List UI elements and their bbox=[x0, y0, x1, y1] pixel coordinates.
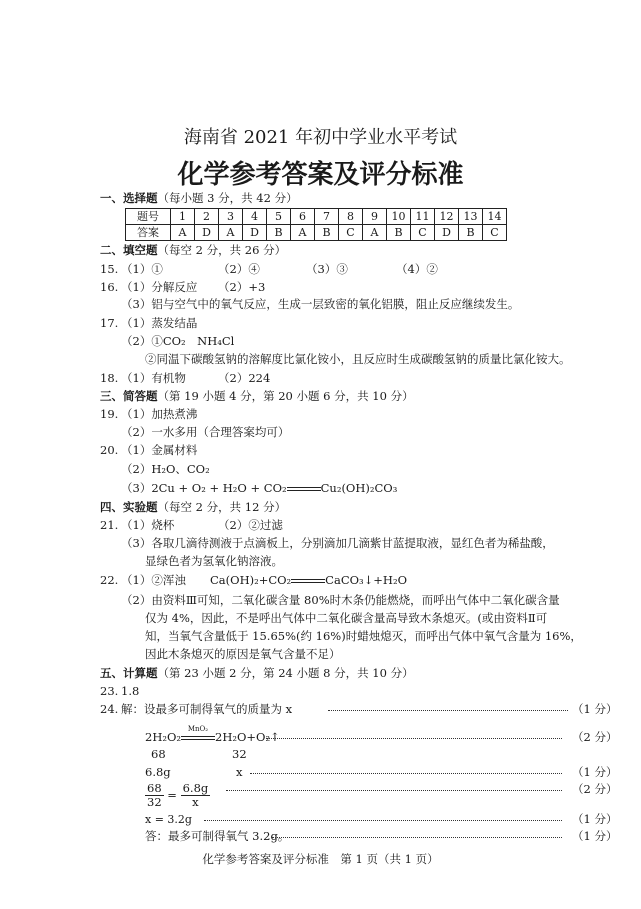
q24-score: （2 分） bbox=[572, 782, 618, 796]
molar-mass-h2o2: 68 bbox=[151, 747, 166, 761]
numerator: 68 bbox=[147, 781, 162, 795]
q16-number: 16. bbox=[100, 280, 119, 294]
q20-number: 20. bbox=[100, 443, 119, 457]
table-cell: A bbox=[291, 225, 315, 241]
equation-right: 2H₂O+O₂↑ bbox=[215, 730, 280, 744]
q15-answer-4: （4）② bbox=[396, 262, 438, 276]
leader-dots bbox=[226, 789, 562, 791]
leader-dots bbox=[204, 819, 562, 821]
table-cell: 13 bbox=[459, 209, 483, 225]
q19-number: 19. bbox=[100, 407, 119, 421]
section-label: 一、选择题 bbox=[100, 191, 158, 205]
q15-number: 15. bbox=[100, 262, 119, 276]
mass-o2: x bbox=[236, 765, 243, 779]
q24-score: （1 分） bbox=[572, 765, 618, 779]
mass-h2o2: 6.8g bbox=[145, 765, 171, 779]
q22-answer-1: （1）②浑浊 bbox=[121, 573, 186, 587]
q20-answer-1: （1）金属材料 bbox=[121, 443, 198, 457]
q24-score: （1 分） bbox=[572, 812, 618, 826]
q21-answer-2: （2）②过滤 bbox=[218, 518, 283, 532]
dotted-leader bbox=[222, 782, 566, 797]
q21-answer-3-line1: （3）各取几滴待测液于点滴板上，分别滴加几滴紫甘蓝提取液，显红色者为稀盐酸， bbox=[121, 536, 554, 550]
table-cell: A bbox=[363, 225, 387, 241]
page-footer: 化学参考答案及评分标准 第 1 页（共 1 页） bbox=[202, 852, 439, 866]
document-title: 化学参考答案及评分标准 bbox=[177, 160, 464, 190]
dotted-leader bbox=[324, 702, 582, 717]
q19-answer-2: （2）一水多用（合理答案均可） bbox=[121, 425, 290, 439]
q22-number: 22. bbox=[100, 573, 119, 587]
table-cell: B bbox=[387, 225, 411, 241]
section-note: （每小题 3 分，共 42 分） bbox=[157, 191, 298, 205]
q16-answer-1: （1）分解反应 bbox=[121, 280, 198, 294]
section-short-answer-heading bbox=[100, 389, 414, 404]
dotted-leader bbox=[262, 730, 566, 745]
q22-answer-2-line1: （2）由资料Ⅲ可知，二氧化碳含量 80%时木条仍能燃烧，而呼出气体中二氧化碳含量 bbox=[121, 593, 560, 607]
q24-score: （1 分） bbox=[572, 702, 618, 716]
q24-setup: 解：设最多可制得氧气的质量为 x bbox=[121, 702, 293, 716]
section-fill-heading bbox=[100, 243, 286, 258]
q17-number: 17. bbox=[100, 316, 119, 330]
table-cell: 1 bbox=[171, 209, 195, 225]
q24-score: （1 分） bbox=[572, 829, 618, 843]
table-cell: D bbox=[435, 225, 459, 241]
q17-answer-1: （1）蒸发结晶 bbox=[121, 316, 198, 330]
equation-right: CaCO₃↓+H₂O bbox=[325, 573, 408, 587]
section-note: （第 19 小题 4 分，第 20 小题 6 分，共 10 分） bbox=[157, 389, 414, 403]
equals-sign-icon bbox=[291, 577, 325, 585]
q22-answer-2-line3: 知，当氧气含量低于 15.65%(约 16%)时蜡烛熄灭，而呼出气体中氧气含量为 16%， bbox=[145, 629, 582, 643]
table-cell: 14 bbox=[483, 209, 507, 225]
table-cell: C bbox=[483, 225, 507, 241]
table-cell: B bbox=[459, 225, 483, 241]
table-cell: C bbox=[339, 225, 363, 241]
section-label: 五、计算题 bbox=[100, 666, 158, 680]
q22-answer-2-line4: 因此木条熄灭的原因是氧气含量不足） bbox=[145, 647, 341, 661]
catalyst-label: MnO₂ bbox=[187, 725, 209, 733]
table-cell: B bbox=[267, 225, 291, 241]
q21-number: 21. bbox=[100, 518, 119, 532]
equals-sign-icon: = bbox=[167, 788, 177, 802]
section-note: （每空 2 分，共 12 分） bbox=[157, 500, 287, 514]
section-label: 二、填空题 bbox=[100, 243, 158, 257]
fraction bbox=[145, 782, 164, 809]
denominator: x bbox=[192, 795, 199, 809]
answer-row bbox=[126, 225, 507, 241]
q17-answer-2: （2）①CO₂ NH₄Cl bbox=[121, 334, 235, 348]
q18-number: 18. bbox=[100, 371, 119, 385]
table-cell: A bbox=[219, 225, 243, 241]
q15-answer-1: （1）① bbox=[121, 262, 163, 276]
q18-answer-2: （2）224 bbox=[218, 371, 271, 385]
leader-dots bbox=[266, 737, 562, 739]
q20-answer-2: （2）H₂O、CO₂ bbox=[121, 462, 210, 476]
table-cell: D bbox=[243, 225, 267, 241]
equals-sign-icon bbox=[181, 725, 215, 742]
section-experiment-heading bbox=[100, 500, 286, 515]
table-cell: D bbox=[195, 225, 219, 241]
leader-dots bbox=[272, 836, 562, 838]
q22-answer-2-line2: 仅为 4%，因此，不是呼出气体中二氧化碳含量高导致木条熄灭。(或由资料Ⅱ可 bbox=[145, 611, 548, 625]
section-choice-heading bbox=[100, 191, 298, 206]
answer-table bbox=[125, 208, 507, 241]
q21-answer-3-line2: 显绿色者为氢氧化钠溶液。 bbox=[145, 554, 283, 568]
section-label: 四、实验题 bbox=[100, 500, 158, 514]
q16-answer-2: （2）+3 bbox=[218, 280, 266, 294]
q19-answer-1: （1）加热煮沸 bbox=[121, 407, 198, 421]
table-cell: B bbox=[315, 225, 339, 241]
exam-title: 海南省 2021 年初中学业水平考试 bbox=[183, 127, 458, 148]
question-number-row bbox=[126, 209, 507, 225]
q17-answer-2b: ②同温下碳酸氢钠的溶解度比氯化铵小，且反应时生成碳酸氢钠的质量比氯化铵大。 bbox=[145, 352, 571, 366]
q24-number: 24. bbox=[100, 702, 119, 716]
table-cell: 9 bbox=[363, 209, 387, 225]
q24-score: （2 分） bbox=[572, 730, 618, 744]
fraction bbox=[181, 782, 211, 809]
equals-sign-icon bbox=[287, 485, 321, 493]
section-label: 三、简答题 bbox=[100, 389, 158, 403]
table-cell: A bbox=[171, 225, 195, 241]
table-cell: 7 bbox=[315, 209, 339, 225]
q24-reaction-equation bbox=[145, 725, 280, 745]
dotted-leader bbox=[200, 812, 566, 827]
q15-answer-3: （3）③ bbox=[306, 262, 348, 276]
q21-answer-1: （1）烧杯 bbox=[121, 518, 175, 532]
table-cell: 10 bbox=[387, 209, 411, 225]
molar-mass-o2: 32 bbox=[232, 747, 247, 761]
q16-answer-3: （3）铝与空气中的氧气反应，生成一层致密的氧化铝膜，阻止反应继续发生。 bbox=[121, 297, 520, 311]
q22-equation bbox=[210, 573, 407, 588]
section-calculation-heading bbox=[100, 666, 414, 681]
q24-final-answer: 答：最多可制得氧气 3.2g。 bbox=[145, 829, 290, 843]
table-cell: 4 bbox=[243, 209, 267, 225]
table-cell: 11 bbox=[411, 209, 435, 225]
q23-answer: 1.8 bbox=[121, 684, 140, 698]
leader-dots bbox=[250, 772, 562, 774]
q20-answer-3 bbox=[121, 481, 397, 496]
q23-number: 23. bbox=[100, 684, 119, 698]
equation-left: （3）2Cu + O₂ + H₂O + CO₂ bbox=[121, 481, 287, 495]
row-header: 题号 bbox=[126, 209, 171, 225]
proportion-equation bbox=[145, 782, 210, 809]
table-cell: 12 bbox=[435, 209, 459, 225]
section-note: （第 23 小题 2 分，第 24 小题 8 分，共 10 分） bbox=[157, 666, 414, 680]
table-cell: C bbox=[411, 225, 435, 241]
dotted-leader bbox=[246, 765, 566, 780]
table-cell: 8 bbox=[339, 209, 363, 225]
dotted-leader bbox=[268, 829, 566, 844]
table-cell: 6 bbox=[291, 209, 315, 225]
q24-result: x = 3.2g bbox=[145, 813, 192, 826]
equation-left: Ca(OH)₂+CO₂ bbox=[210, 573, 292, 587]
table-cell: 3 bbox=[219, 209, 243, 225]
row-header: 答案 bbox=[126, 225, 171, 241]
table-cell: 5 bbox=[267, 209, 291, 225]
denominator: 32 bbox=[147, 795, 162, 809]
leader-dots bbox=[328, 709, 568, 711]
numerator: 6.8g bbox=[182, 781, 209, 795]
table-cell: 2 bbox=[195, 209, 219, 225]
equation-right: Cu₂(OH)₂CO₃ bbox=[320, 481, 398, 495]
q18-answer-1: （1）有机物 bbox=[121, 371, 186, 385]
q15-answer-2: （2）④ bbox=[218, 262, 260, 276]
section-note: （每空 2 分，共 26 分） bbox=[157, 243, 287, 257]
equation-left: 2H₂O₂ bbox=[145, 730, 181, 744]
